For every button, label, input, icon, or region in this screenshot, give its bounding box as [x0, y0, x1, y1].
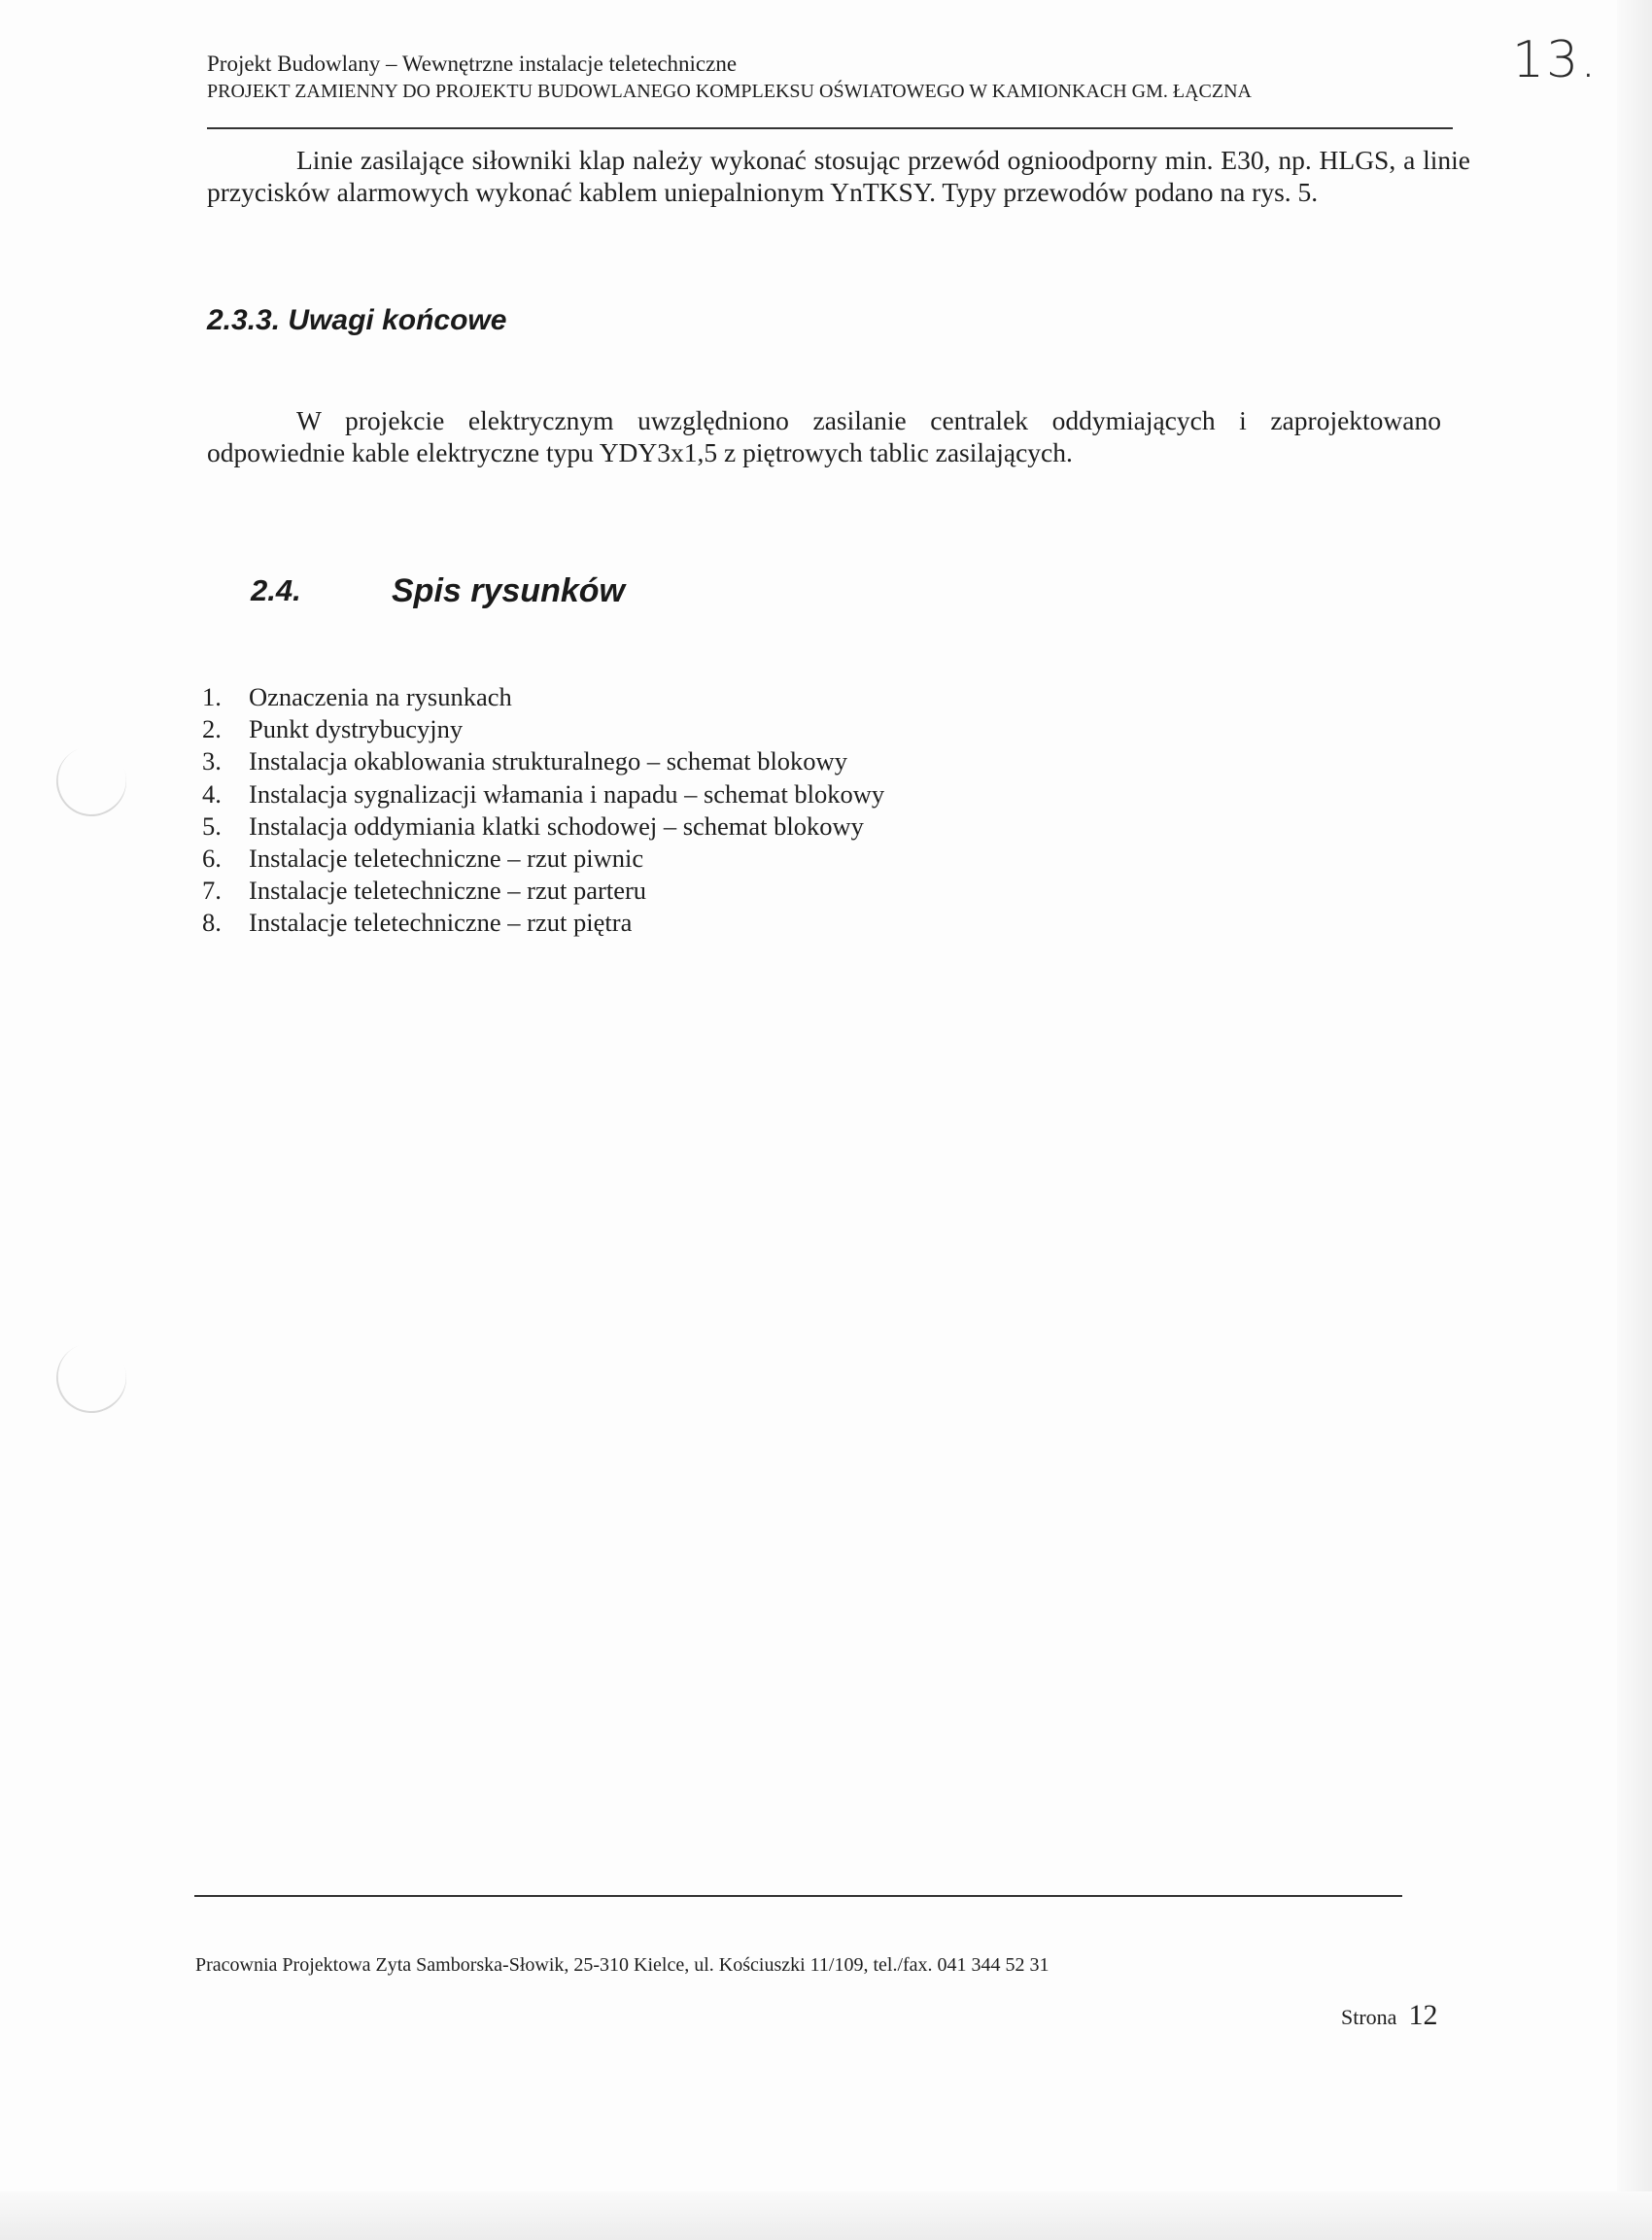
list-item-text: Instalacja okablowania strukturalnego – schemat blokowy — [249, 746, 847, 776]
list-item-text: Instalacja oddymiania klatki schodowej – schemat blokowy — [249, 810, 864, 841]
scan-edge-bottom — [0, 2191, 1652, 2240]
list-item — [202, 681, 884, 713]
list-item-text: Instalacje teletechniczne – rzut piętra — [249, 908, 633, 938]
list-item-text: Instalacje teletechniczne – rzut parteru — [249, 876, 647, 906]
list-item-text: Oznaczenia na rysunkach — [249, 682, 512, 711]
section-heading-spis-rysunkow: Spis rysunków — [392, 572, 625, 609]
list-item — [202, 875, 884, 907]
list-item-number: 2. — [202, 714, 222, 744]
page-number-label: Strona — [1341, 2005, 1397, 2029]
list-item-number: 8. — [202, 908, 222, 938]
punch-hole-bottom — [47, 1333, 136, 1423]
intro-paragraph: Linie zasilające siłowniki klap należy wykonać stosując przewód ognioodporny min. E30, np. HLGS, a linie przycisków alarmowych wykonać kablem uniepalnionym YnTKSY. Typy przewodów podano na rys. 5. — [207, 145, 1470, 207]
page-number-value: 12 — [1408, 1999, 1438, 2031]
page-number — [1341, 1999, 1437, 2032]
list-item — [202, 907, 884, 939]
list-item — [202, 778, 884, 810]
list-item-text: Instalacje teletechniczne – rzut piwnic — [249, 844, 644, 874]
section-heading-uwagi-koncowe: 2.3.3. Uwagi końcowe — [207, 304, 507, 336]
header-project-title: Projekt Budowlany – Wewnętrzne instalacje teletechniczne — [207, 52, 738, 76]
scan-edge-right — [1617, 0, 1652, 2240]
list-item-number: 4. — [202, 778, 222, 809]
list-item-number: 6. — [202, 844, 222, 874]
list-item-number: 3. — [202, 746, 222, 776]
list-item-text: Instalacja sygnalizacji włamania i napadu – schemat blokowy — [249, 778, 885, 809]
drawing-list — [202, 681, 884, 940]
header-project-subtitle: PROJEKT ZAMIENNY DO PROJEKTU BUDOWLANEGO KOMPLEKSU OŚWIATOWEGO W KAMIONKACH GM. ŁĄCZNA — [207, 81, 1252, 102]
list-item-number: 7. — [202, 876, 222, 906]
punch-hole-top — [47, 737, 136, 826]
handwritten-page-mark: 13. — [1512, 31, 1599, 89]
uwagi-koncowe-paragraph: W projekcie elektrycznym uwzględniono zasilanie centralek oddymiających i zaprojektowano odpowiednie kable elektryczne typu YDY3x1,5 z piętrowych tablic zasilających. — [207, 405, 1441, 467]
list-item — [202, 843, 884, 875]
list-item-number: 1. — [202, 682, 222, 711]
list-item-number: 5. — [202, 810, 222, 841]
header-divider — [207, 127, 1453, 129]
list-item — [202, 745, 884, 777]
footer-divider — [194, 1895, 1402, 1897]
section-number-spis-rysunkow: 2.4. — [251, 573, 301, 607]
list-item — [202, 810, 884, 843]
list-item-text: Punkt dystrybucyjny — [249, 714, 464, 744]
list-item — [202, 713, 884, 745]
footer-company-info: Pracownia Projektowa Zyta Samborska-Słowik, 25-310 Kielce, ul. Kościuszki 11/109, tel./fax. 041 344 52 31 — [195, 1954, 1050, 1976]
